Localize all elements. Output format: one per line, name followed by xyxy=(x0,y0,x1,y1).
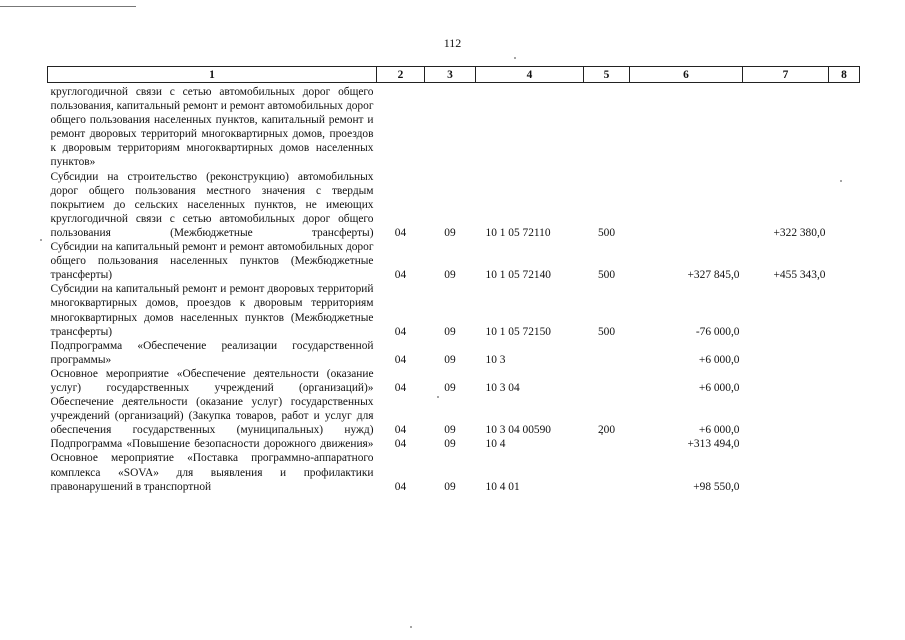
header-col-1: 1 xyxy=(48,67,377,83)
row-amount-col6 xyxy=(630,170,743,240)
row-amount-col7 xyxy=(743,437,829,451)
row-section: 04 xyxy=(394,480,407,493)
row-section: 04 xyxy=(394,269,407,282)
row-amount-col7 xyxy=(743,367,829,395)
row-subsection: 09 xyxy=(444,480,456,493)
row-description: Основное мероприятие «Обеспечение деятельности (оказание услуг) государственных учреждений (организаций)» xyxy=(50,367,374,394)
row-subsection: 09 xyxy=(444,438,456,451)
row-amount-col8 xyxy=(829,367,860,395)
row-section: 04 xyxy=(394,325,407,338)
table-row xyxy=(48,170,860,240)
row-amount-col6: +98 550,0 xyxy=(693,480,740,493)
row-target-article: 10 3 xyxy=(485,353,506,366)
budget-table xyxy=(47,66,860,494)
row-subsection: 09 xyxy=(444,269,456,282)
row-target-article: 10 1 05 72140 xyxy=(485,269,551,282)
row-amount-col7 xyxy=(743,451,829,493)
row-amount-col7: +322 380,0 xyxy=(773,226,826,239)
row-expense-type: 500 xyxy=(597,269,616,282)
row-expense-type xyxy=(584,451,630,493)
row-amount-col6: -76 000,0 xyxy=(695,325,740,338)
table-row xyxy=(48,282,860,338)
row-amount-col8 xyxy=(829,395,860,437)
row-amount-col6 xyxy=(630,83,743,170)
table-row xyxy=(48,367,860,395)
row-subsection xyxy=(425,83,476,170)
row-subsection: 09 xyxy=(444,226,456,239)
row-amount-col8 xyxy=(829,437,860,451)
row-amount-col6: +6 000,0 xyxy=(698,381,740,394)
row-amount-col8 xyxy=(829,282,860,338)
header-col-3: 3 xyxy=(425,67,476,83)
row-amount-col8 xyxy=(829,240,860,282)
header-row xyxy=(48,67,860,83)
row-amount-col7 xyxy=(743,339,829,367)
row-expense-type xyxy=(584,83,630,170)
row-amount-col6: +327 845,0 xyxy=(687,269,740,282)
page-number: 112 xyxy=(443,36,462,50)
scan-speck xyxy=(40,239,42,241)
row-amount-col8 xyxy=(829,170,860,240)
row-section: 04 xyxy=(394,226,407,239)
row-expense-type: 500 xyxy=(597,226,616,239)
row-description: Подпрограмма «Повышение безопасности дорожного движения» xyxy=(50,438,374,451)
row-target-article: 10 4 01 xyxy=(485,480,520,493)
row-target-article: 10 1 05 72110 xyxy=(485,226,551,239)
row-description: Субсидии на капитальный ремонт и ремонт дворовых территорий многоквартирных домов, проездов к дворовым территориям многоквартирных домов населенных пунктов (Межбюджетные трансферты) xyxy=(50,283,374,338)
table-row xyxy=(48,83,860,170)
header-col-5: 5 xyxy=(584,67,630,83)
row-section xyxy=(377,83,425,170)
row-expense-type xyxy=(584,437,630,451)
row-amount-col8 xyxy=(829,83,860,170)
row-description: Основное мероприятие «Поставка программно-аппаратного комплекса «SOVA» для выявления и профилактики правонарушений в транспортной xyxy=(50,452,374,493)
row-target-article: 10 3 04 xyxy=(485,381,520,394)
header-col-2: 2 xyxy=(377,67,425,83)
row-amount-col7 xyxy=(743,395,829,437)
scan-speck xyxy=(410,626,412,628)
row-amount-col6: +6 000,0 xyxy=(698,353,740,366)
header-col-8: 8 xyxy=(829,67,860,83)
row-target-article: 10 4 xyxy=(485,438,506,451)
row-section: 04 xyxy=(394,381,407,394)
row-target-article: 10 1 05 72150 xyxy=(485,325,551,338)
row-amount-col7 xyxy=(743,83,829,170)
row-amount-col6: +6 000,0 xyxy=(698,424,740,437)
row-section: 04 xyxy=(394,438,407,451)
row-target-article: 10 3 04 00590 xyxy=(485,424,551,437)
row-subsection: 09 xyxy=(444,353,456,366)
row-subsection: 09 xyxy=(444,325,456,338)
table-row xyxy=(48,395,860,437)
table-row xyxy=(48,437,860,451)
scan-corner-line xyxy=(0,6,136,7)
row-target-article xyxy=(476,83,584,170)
row-section: 04 xyxy=(394,353,407,366)
row-description: Субсидии на строительство (реконструкцию) автомобильных дорог общего пользования местного значения с твердым покрытием до сельских населенных пунктов, не имеющих круглогодичной связи с сетью автомобильных дорог общего пользования (Межбюджетные трансферты) xyxy=(50,170,374,239)
row-section: 04 xyxy=(394,424,407,437)
row-expense-type: 200 xyxy=(597,424,616,437)
header-col-4: 4 xyxy=(476,67,584,83)
row-subsection: 09 xyxy=(444,381,456,394)
header-col-7: 7 xyxy=(743,67,829,83)
row-description: Обеспечение деятельности (оказание услуг) государственных учреждений (организаций) (Закупка товаров, работ и услуг для обеспечения государственных (муниципальных) нужд) xyxy=(50,396,374,437)
row-amount-col7 xyxy=(743,282,829,338)
table-row xyxy=(48,240,860,282)
table-row xyxy=(48,451,860,493)
row-expense-type: 500 xyxy=(597,325,616,338)
row-expense-type xyxy=(584,339,630,367)
row-description: Субсидии на капитальный ремонт и ремонт автомобильных дорог общего пользования населенных пунктов (Межбюджетные трансферты) xyxy=(50,241,374,282)
scan-speck xyxy=(514,57,516,59)
row-amount-col8 xyxy=(829,339,860,367)
table-row xyxy=(48,339,860,367)
row-subsection: 09 xyxy=(444,424,456,437)
row-amount-col8 xyxy=(829,451,860,493)
row-description: круглогодичной связи с сетью автомобильных дорог общего пользования, капитальный ремонт и ремонт автомобильных дорог общего пользования населенных пунктов, капитальный ремонт и ремонт дворовых территорий многоквартирных домов, проездов к дворовым территориям многоквартирных домов населенных пунктов» xyxy=(50,86,374,169)
header-col-6: 6 xyxy=(630,67,743,83)
row-expense-type xyxy=(584,367,630,395)
row-amount-col6: +313 494,0 xyxy=(687,438,740,451)
row-description: Подпрограмма «Обеспечение реализации государственной программы» xyxy=(50,339,374,366)
row-amount-col7: +455 343,0 xyxy=(773,269,826,282)
